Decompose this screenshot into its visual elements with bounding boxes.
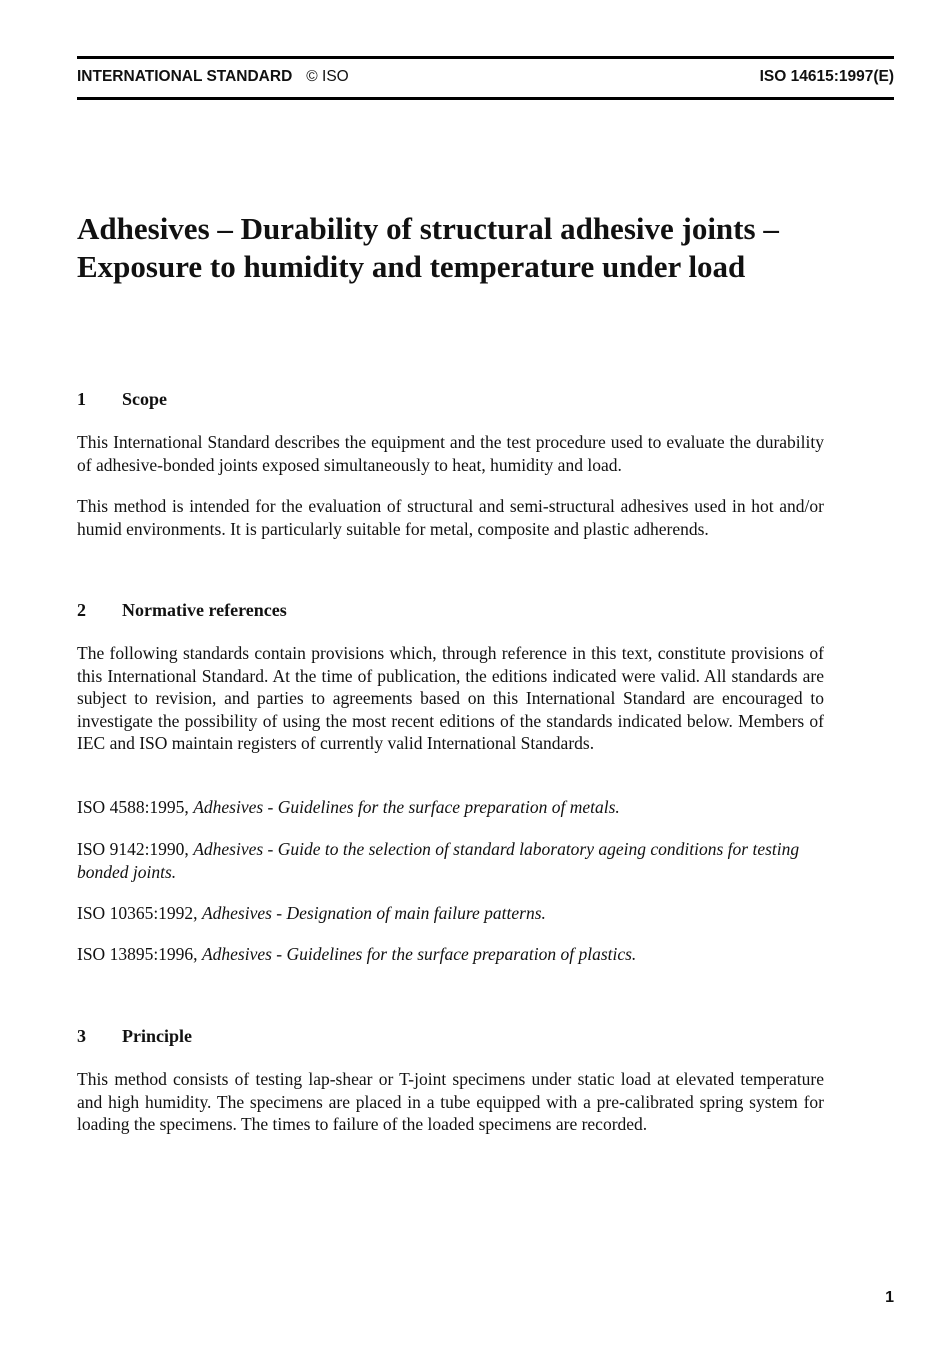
reference-code: ISO 13895:1996, — [77, 944, 202, 964]
header-top-rule — [77, 56, 894, 59]
principle-paragraph: This method consists of testing lap-shear or T-joint specimens under static load at elevated temperature and high humidity. The specimens are placed in a tube equipped with a pre-calibrated spring system for loading the specimens. The times to failure of the loaded specimens are recorded. — [77, 1069, 824, 1135]
reference-title: Adhesives - Guidelines for the surface preparation of plastics. — [201, 944, 637, 964]
section-number: 3 — [77, 1026, 86, 1046]
section-heading-normative-references — [77, 600, 287, 621]
reference-code: ISO 4588:1995, — [77, 797, 194, 817]
section-heading-principle — [77, 1026, 192, 1047]
section-number: 2 — [77, 600, 86, 620]
scope-paragraph-2: This method is intended for the evaluation of structural and semi-structural adhesives used in hot and/or humid environments. It is particularly suitable for metal, composite and plastic adherends. — [77, 496, 824, 539]
reference-code: ISO 10365:1992, — [77, 903, 202, 923]
header-bottom-rule — [77, 97, 894, 100]
reference-title: Adhesives - Guidelines for the surface preparation of metals. — [193, 797, 620, 817]
normative-intro-paragraph: The following standards contain provisions which, through reference in this text, constitute provisions of this International Standard. At the time of publication, the editions indicated were valid. All standards are subject to revision, and parties to agreements based on this International Standard are encouraged to investigate the possibility of using the most recent editions of the standards indicated below. Members of IEC and ISO maintain registers of currently valid International Standards. — [77, 643, 824, 754]
section-title: Principle — [122, 1026, 192, 1046]
reference-item — [77, 796, 824, 819]
title-line-1: Adhesives – Durability of structural adhesive joints – — [77, 211, 779, 246]
section-number: 1 — [77, 389, 86, 409]
section-title: Normative references — [122, 600, 287, 620]
title-line-2: Exposure to humidity and temperature under load — [77, 249, 746, 284]
reference-item — [77, 943, 824, 966]
header-doc-type — [77, 68, 349, 86]
page-number: 1 — [885, 1289, 894, 1306]
copyright-label: © ISO — [306, 68, 349, 85]
header-doc-number: ISO 14615:1997(E) — [759, 68, 894, 85]
section-title: Scope — [122, 389, 167, 409]
reference-item — [77, 838, 824, 883]
reference-code: ISO 9142:1990, — [77, 839, 194, 859]
reference-title: Adhesives - Guide to the selection of standard laboratory ageing conditions for testing bonded joints. — [77, 839, 800, 882]
reference-title: Adhesives - Designation of main failure patterns. — [201, 903, 546, 923]
document-title — [77, 210, 837, 286]
doc-type-label: INTERNATIONAL STANDARD — [77, 68, 293, 85]
reference-item — [77, 902, 824, 925]
scope-paragraph-1: This International Standard describes the equipment and the test procedure used to evaluate the durability of adhesive-bonded joints exposed simultaneously to heat, humidity and load. — [77, 432, 824, 475]
section-heading-scope — [77, 389, 167, 410]
